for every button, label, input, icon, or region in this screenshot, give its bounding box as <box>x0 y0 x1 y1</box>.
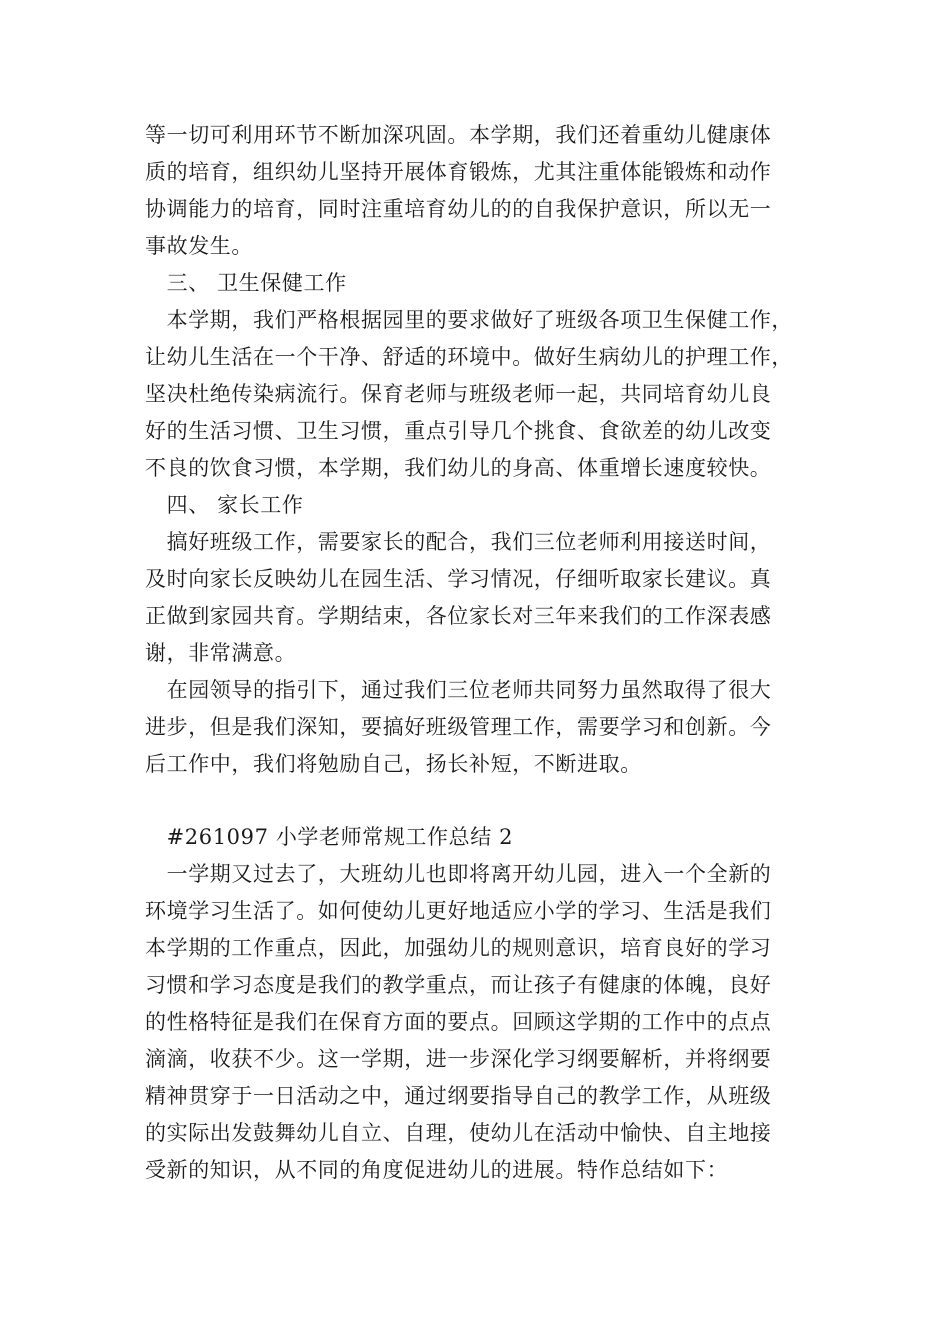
text-line: 好的生活习惯、卫生习惯，重点引导几个挑食、食欲差的幼儿改变 <box>145 419 772 443</box>
article-title: #261097 小学老师常规工作总结 2 <box>145 825 514 849</box>
text-line: 搞好班级工作，需要家长的配合，我们三位老师利用接送时间， <box>145 530 772 554</box>
text-line: 不良的饮食习惯，本学期，我们幼儿的身高、体重增长速度较快。 <box>145 456 772 480</box>
text-line: 一学期又过去了，大班幼儿也即将离开幼儿园，进入一个全新的 <box>145 862 772 886</box>
text-line: 协调能力的培育，同时注重培育幼儿的的自我保护意识，所以无一 <box>145 197 772 221</box>
text-line: 及时向家长反映幼儿在园生活、学习情况，仔细听取家长建议。真 <box>145 567 772 591</box>
text-line: 后工作中，我们将勉励自己，扬长补短，不断进取。 <box>145 752 642 776</box>
section-heading: 三、 卫生保健工作 <box>145 271 347 295</box>
text-line: 进步，但是我们深知，要搞好班级管理工作，需要学习和创新。今 <box>145 715 772 739</box>
text-line: 精神贯穿于一日活动之中，通过纲要指导自己的教学工作，从班级 <box>145 1084 772 1108</box>
section-heading: 四、 家长工作 <box>145 493 304 517</box>
text-line: 的实际出发鼓舞幼儿自立、自理，使幼儿在活动中愉快、自主地接 <box>145 1121 772 1145</box>
text-line: 本学期的工作重点，因此，加强幼儿的规则意识，培育良好的学习 <box>145 936 772 960</box>
text-line: 让幼儿生活在一个干净、舒适的环境中。做好生病幼儿的护理工作， <box>145 345 793 369</box>
text-line: 的性格特征是我们在保育方面的要点。回顾这学期的工作中的点点 <box>145 1010 772 1034</box>
text-line: 等一切可利用环节不断加深巩固。本学期，我们还着重幼儿健康体 <box>145 123 772 147</box>
text-line: 坚决杜绝传染病流行。保育老师与班级老师一起，共同培育幼儿良 <box>145 382 772 406</box>
text-line: 质的培育，组织幼儿坚持开展体育锻炼，尤其注重体能锻炼和动作 <box>145 160 772 184</box>
text-line: 环境学习生活了。如何使幼儿更好地适应小学的学习、生活是我们 <box>145 899 772 923</box>
text-line: 滴滴，收获不少。这一学期，进一步深化学习纲要解析，并将纲要 <box>145 1047 772 1071</box>
text-line: 受新的知识，从不同的角度促进幼儿的进展。特作总结如下： <box>145 1158 729 1182</box>
text-line: 正做到家园共育。学期结束，各位家长对三年来我们的工作深表感 <box>145 604 772 628</box>
text-line: 在园领导的指引下，通过我们三位老师共同努力虽然取得了很大 <box>145 678 772 702</box>
text-line: 本学期，我们严格根据园里的要求做好了班级各项卫生保健工作， <box>145 308 793 332</box>
text-line: 事故发生。 <box>145 234 253 258</box>
text-line: 谢，非常满意。 <box>145 641 297 665</box>
text-line: 习惯和学习态度是我们的教学重点，而让孩子有健康的体魄，良好 <box>145 973 772 997</box>
